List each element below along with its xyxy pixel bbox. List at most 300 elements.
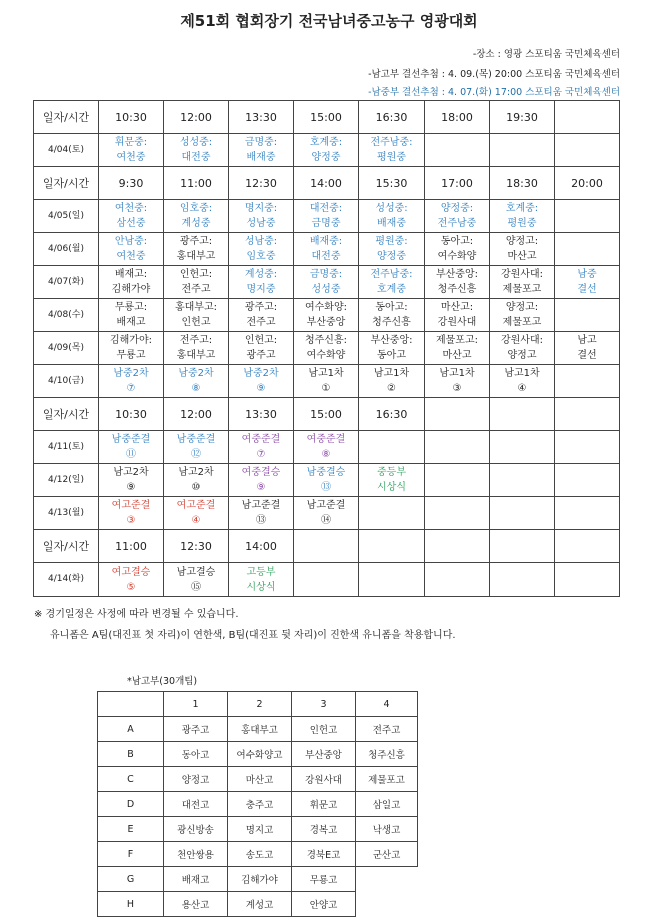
- match-cell: [164, 299, 229, 332]
- match-line-1: 배재중:: [309, 236, 343, 247]
- team-cell: 대전고: [164, 792, 228, 817]
- match-line-1: 중등부: [377, 467, 406, 478]
- match-line-1: 여수화양:: [304, 302, 347, 313]
- match-cell: [359, 497, 425, 530]
- time-slot: 18:00: [425, 101, 490, 134]
- match-line-1: 호계중:: [505, 203, 539, 214]
- match-line-2: ⑬: [256, 515, 266, 526]
- match-cell: [99, 563, 164, 597]
- time-slot: [490, 530, 555, 563]
- match-line-1: 여고준결: [176, 500, 216, 511]
- match-cell: [229, 365, 294, 398]
- match-line-1: 금명중:: [309, 269, 343, 280]
- time-slot: 13:30: [229, 101, 294, 134]
- match-line-1: 성성중:: [179, 137, 213, 148]
- team-cell: 광신방송: [164, 817, 228, 842]
- time-slot: 16:30: [359, 398, 425, 431]
- page-title: 제51회 협회장기 전국남녀중고농구 영광대회: [180, 12, 478, 30]
- team-group-row: [98, 717, 418, 742]
- match-cell: [359, 266, 425, 299]
- group-label: B: [98, 742, 164, 767]
- match-cell: [164, 365, 229, 398]
- match-line-2: ⑭: [321, 515, 331, 526]
- match-line-2: 배재고: [116, 317, 146, 328]
- match-cell: [294, 365, 359, 398]
- time-slot: 13:30: [229, 398, 294, 431]
- match-line-1: 제물포고:: [435, 335, 478, 346]
- match-cell: [425, 332, 490, 365]
- match-line-1: 김해가야:: [109, 335, 152, 346]
- match-line-1: 남고: [577, 335, 597, 346]
- match-line-1: 남중준결: [176, 434, 216, 445]
- team-group-row: [98, 742, 418, 767]
- match-cell: [359, 563, 425, 597]
- match-line-2: ③: [126, 515, 136, 526]
- match-line-2: ④: [191, 515, 201, 526]
- teams-table: [97, 691, 418, 917]
- match-line-1: 남고2차: [178, 467, 214, 478]
- match-line-2: 대전중: [181, 152, 211, 163]
- match-cell: [425, 431, 490, 464]
- match-line-2: 마산고: [507, 251, 537, 262]
- team-cell: 마산고: [228, 767, 292, 792]
- time-slot: 11:00: [99, 530, 164, 563]
- match-cell: [229, 464, 294, 497]
- match-line-1: 안남중:: [114, 236, 148, 247]
- match-cell: [425, 497, 490, 530]
- match-cell: [294, 134, 359, 167]
- match-cell: [99, 299, 164, 332]
- match-line-2: ⑫: [191, 449, 201, 460]
- time-header-row: [34, 167, 620, 200]
- team-cell: 삼일고: [356, 792, 418, 817]
- match-cell: [99, 233, 164, 266]
- match-cell: [99, 332, 164, 365]
- match-cell: [294, 497, 359, 530]
- team-cell: 용산고: [164, 892, 228, 917]
- match-line-1: 양정고:: [505, 236, 539, 247]
- time-slot: [425, 530, 490, 563]
- match-cell: [359, 464, 425, 497]
- match-line-2: ⑦: [256, 449, 266, 460]
- match-cell: [229, 332, 294, 365]
- match-cell: [555, 431, 620, 464]
- match-line-2: 금명중: [311, 218, 341, 229]
- match-line-2: 인헌고: [181, 317, 211, 328]
- match-cell: [294, 200, 359, 233]
- team-cell: [356, 867, 418, 892]
- group-col-header: 1: [164, 692, 228, 717]
- time-slot: [555, 530, 620, 563]
- date-cell: 4/09(목): [34, 332, 99, 365]
- match-line-2: 부산중앙: [306, 317, 346, 328]
- team-group-row: [98, 867, 418, 892]
- match-cell: [490, 563, 555, 597]
- match-cell: [99, 134, 164, 167]
- match-cell: [555, 464, 620, 497]
- match-line-1: 고등부: [246, 566, 276, 578]
- match-cell: [490, 233, 555, 266]
- date-cell: 4/10(금): [34, 365, 99, 398]
- match-line-2: 여천중: [116, 251, 146, 262]
- match-cell: [490, 431, 555, 464]
- match-line-2: 결선: [577, 350, 597, 361]
- match-line-1: 동아고:: [440, 236, 474, 247]
- match-cell: [359, 332, 425, 365]
- team-cell: 광주고: [164, 717, 228, 742]
- team-group-row: [98, 817, 418, 842]
- schedule-note: ※ 경기일정은 사정에 따라 변경될 수 있습니다.: [34, 609, 239, 620]
- team-cell: 명지고: [228, 817, 292, 842]
- match-line-1: 대전중:: [309, 203, 343, 214]
- team-cell: 부산중앙: [292, 742, 356, 767]
- group-label: G: [98, 867, 164, 892]
- match-line-2: 성남중: [246, 218, 276, 229]
- teams-header-row: [98, 692, 418, 717]
- time-header-row: [34, 398, 620, 431]
- team-cell: 청주신흥: [356, 742, 418, 767]
- time-slot: 12:30: [164, 530, 229, 563]
- time-slot: [425, 398, 490, 431]
- match-line-2: ⑮: [191, 581, 201, 593]
- match-cell: [555, 497, 620, 530]
- match-cell: [99, 365, 164, 398]
- date-cell: 4/06(월): [34, 233, 99, 266]
- match-line-1: 강원사대:: [500, 269, 543, 280]
- match-line-1: 임호중:: [179, 203, 213, 214]
- match-cell: [294, 233, 359, 266]
- match-cell: [229, 563, 294, 597]
- match-line-1: 남고준결: [306, 500, 346, 511]
- team-cell: 휘문고: [292, 792, 356, 817]
- team-group-row: [98, 792, 418, 817]
- time-slot: 14:00: [294, 167, 359, 200]
- group-col-header: 2: [228, 692, 292, 717]
- match-line-1: 평원중:: [375, 236, 408, 247]
- match-cell: [164, 200, 229, 233]
- match-cell: [425, 464, 490, 497]
- match-cell: [555, 563, 620, 597]
- team-cell: 배재고: [164, 867, 228, 892]
- match-cell: [555, 365, 620, 398]
- team-cell: 낙생고: [356, 817, 418, 842]
- match-line-1: 남중: [577, 269, 597, 280]
- day-row: [34, 200, 620, 233]
- header-label: 일자/시간: [34, 530, 99, 563]
- match-line-1: 남중2차: [178, 368, 214, 379]
- match-line-1: 배재고:: [114, 269, 148, 280]
- match-line-1: 마산고:: [440, 302, 474, 313]
- team-cell: 양정고: [164, 767, 228, 792]
- match-line-1: 성성중:: [375, 203, 408, 214]
- girls-draw-info: -남중부 결선추첨 : 4. 07.(화) 17:00 스포티움 국민체육센터: [368, 87, 620, 98]
- match-line-1: 여중준결: [306, 434, 346, 445]
- match-line-1: 남고준결: [241, 500, 281, 511]
- time-slot: 10:30: [99, 101, 164, 134]
- team-group-row: [98, 892, 418, 917]
- match-cell: [229, 431, 294, 464]
- match-cell: [490, 134, 555, 167]
- match-line-2: ⑧: [191, 383, 201, 394]
- time-slot: 11:00: [164, 167, 229, 200]
- team-cell: 무룡고: [292, 867, 356, 892]
- match-line-2: ⑩: [191, 482, 201, 493]
- match-line-1: 부산중앙:: [435, 269, 478, 280]
- match-line-1: 성남중:: [244, 236, 278, 247]
- match-line-1: 여중결승: [241, 467, 281, 478]
- boys-draw-info: -남고부 결선추첨 : 4. 09.(목) 20:00 스포티움 국민체육센터: [368, 69, 620, 80]
- match-cell: [164, 431, 229, 464]
- match-cell: [555, 134, 620, 167]
- match-line-1: 계성중:: [244, 269, 278, 280]
- match-line-1: 부산중앙:: [370, 335, 413, 346]
- match-cell: [490, 464, 555, 497]
- match-cell: [425, 134, 490, 167]
- match-line-2: 결선: [577, 284, 597, 295]
- match-cell: [164, 497, 229, 530]
- match-cell: [425, 233, 490, 266]
- match-cell: [294, 431, 359, 464]
- time-slot: 17:00: [425, 167, 490, 200]
- group-label: A: [98, 717, 164, 742]
- team-cell: 제물포고: [356, 767, 418, 792]
- match-line-1: 남고1차: [504, 368, 540, 379]
- match-cell: [229, 299, 294, 332]
- time-slot: 16:30: [359, 101, 425, 134]
- match-line-1: 동아고:: [375, 302, 408, 313]
- match-cell: [359, 299, 425, 332]
- match-cell: [425, 266, 490, 299]
- time-slot: 12:00: [164, 398, 229, 431]
- match-cell: [229, 497, 294, 530]
- match-line-1: 남중준결: [111, 434, 151, 445]
- match-line-2: 제물포고: [502, 317, 542, 328]
- match-line-2: 삼선중: [116, 218, 146, 229]
- match-line-2: 김해가야: [111, 284, 151, 295]
- match-line-1: 홍대부고:: [174, 302, 217, 313]
- match-line-2: 동아고: [377, 350, 406, 361]
- match-line-2: ⑬: [321, 482, 331, 493]
- match-line-1: 여중준결: [241, 434, 281, 445]
- match-cell: [294, 332, 359, 365]
- date-cell: 4/11(토): [34, 431, 99, 464]
- match-line-2: ⑨: [256, 383, 266, 394]
- time-slot: [555, 398, 620, 431]
- match-line-2: ⑨: [256, 482, 266, 493]
- group-label: H: [98, 892, 164, 917]
- schedule-table: [33, 100, 620, 597]
- match-cell: [490, 299, 555, 332]
- match-line-1: 남고2차: [113, 467, 149, 478]
- match-line-2: ③: [452, 383, 462, 394]
- match-line-2: 평원중: [507, 218, 537, 229]
- match-line-2: ⑧: [321, 449, 331, 460]
- match-line-2: 전주남중: [437, 218, 477, 229]
- match-cell: [164, 233, 229, 266]
- match-cell: [490, 266, 555, 299]
- match-line-1: 전주남중:: [370, 269, 413, 280]
- match-cell: [99, 266, 164, 299]
- match-line-2: ⑤: [126, 581, 136, 593]
- team-cell: 충주고: [228, 792, 292, 817]
- time-slot: [490, 398, 555, 431]
- time-slot: [359, 530, 425, 563]
- match-cell: [425, 299, 490, 332]
- match-cell: [425, 563, 490, 597]
- group-label: D: [98, 792, 164, 817]
- group-col-header: [98, 692, 164, 717]
- match-line-2: 시상식: [377, 482, 406, 493]
- match-cell: [294, 299, 359, 332]
- time-header-row: [34, 101, 620, 134]
- group-col-header: 4: [356, 692, 418, 717]
- match-line-2: 양정중: [377, 251, 406, 262]
- match-cell: [425, 200, 490, 233]
- match-cell: [490, 365, 555, 398]
- match-line-2: 성성중: [311, 284, 341, 295]
- team-cell: 천안쌍용: [164, 842, 228, 867]
- match-line-2: ⑨: [126, 482, 136, 493]
- date-cell: 4/05(일): [34, 200, 99, 233]
- match-cell: [555, 233, 620, 266]
- match-line-2: 제물포고: [502, 284, 542, 295]
- match-cell: [164, 332, 229, 365]
- date-cell: 4/14(화): [34, 563, 99, 597]
- team-cell: 군산고: [356, 842, 418, 867]
- team-cell: 경복고: [292, 817, 356, 842]
- match-line-1: 무룡고:: [114, 302, 148, 313]
- team-cell: 홍대부고: [228, 717, 292, 742]
- match-cell: [359, 233, 425, 266]
- team-cell: 인헌고: [292, 717, 356, 742]
- match-line-2: 광주고: [246, 350, 276, 361]
- match-cell: [555, 299, 620, 332]
- match-line-2: 홍대부고: [176, 251, 216, 262]
- match-cell: [99, 200, 164, 233]
- match-line-2: 대전중: [311, 251, 341, 262]
- match-cell: [359, 431, 425, 464]
- group-label: E: [98, 817, 164, 842]
- match-line-1: 여고준결: [111, 500, 151, 511]
- match-line-2: 여수화양: [306, 350, 346, 361]
- match-line-2: 계성중: [181, 218, 211, 229]
- match-line-1: 남고1차: [439, 368, 475, 379]
- match-line-1: 금명중:: [244, 137, 278, 148]
- time-slot: 20:00: [555, 167, 620, 200]
- team-cell: [356, 892, 418, 917]
- match-line-2: ②: [387, 383, 396, 394]
- team-group-row: [98, 842, 418, 867]
- match-line-1: 양정고:: [505, 302, 539, 313]
- match-line-1: 남중결승: [306, 467, 346, 478]
- match-line-1: 전주고:: [179, 335, 213, 346]
- match-line-1: 여고결승: [111, 566, 151, 578]
- time-slot: 9:30: [99, 167, 164, 200]
- match-line-2: 배재중: [377, 218, 406, 229]
- header-label: 일자/시간: [34, 398, 99, 431]
- match-line-1: 전주남중:: [370, 137, 413, 148]
- match-cell: [164, 134, 229, 167]
- match-cell: [229, 233, 294, 266]
- match-cell: [294, 563, 359, 597]
- team-cell: 안양고: [292, 892, 356, 917]
- match-cell: [229, 200, 294, 233]
- date-cell: 4/12(일): [34, 464, 99, 497]
- day-row: [34, 464, 620, 497]
- match-line-1: 호계중:: [309, 137, 343, 148]
- match-cell: [99, 431, 164, 464]
- match-line-2: 홍대부고: [176, 350, 216, 361]
- match-line-2: ⑪: [126, 449, 136, 460]
- match-line-1: 양정중:: [440, 203, 474, 214]
- day-row: [34, 365, 620, 398]
- match-cell: [425, 365, 490, 398]
- match-line-1: 남고1차: [308, 368, 344, 379]
- team-group-row: [98, 767, 418, 792]
- uniform-note: 유니폼은 A팀(대진표 첫 자리)이 연한색, B팀(대진표 뒷 자리)이 진한색 유니폼을 착용합니다.: [50, 630, 456, 641]
- time-slot: 15:30: [359, 167, 425, 200]
- time-slot: [294, 530, 359, 563]
- match-cell: [164, 266, 229, 299]
- match-line-2: 마산고: [442, 350, 472, 361]
- match-line-2: 호계중: [377, 284, 406, 295]
- team-cell: 경북E고: [292, 842, 356, 867]
- match-cell: [99, 464, 164, 497]
- time-slot: [555, 101, 620, 134]
- team-cell: 강원사대: [292, 767, 356, 792]
- time-slot: 18:30: [490, 167, 555, 200]
- group-label: C: [98, 767, 164, 792]
- match-cell: [555, 266, 620, 299]
- match-line-2: 여수화양: [437, 251, 477, 262]
- team-cell: 전주고: [356, 717, 418, 742]
- team-cell: 송도고: [228, 842, 292, 867]
- header-label: 일자/시간: [34, 101, 99, 134]
- day-row: [34, 134, 620, 167]
- venue-info: -장소 : 영광 스포티움 국민체육센터: [472, 49, 620, 60]
- match-line-1: 남고결승: [176, 566, 216, 578]
- match-cell: [555, 332, 620, 365]
- match-cell: [294, 266, 359, 299]
- date-cell: 4/07(화): [34, 266, 99, 299]
- time-slot: 15:00: [294, 398, 359, 431]
- match-line-1: 청주신흥:: [304, 335, 347, 346]
- match-cell: [490, 332, 555, 365]
- match-cell: [490, 497, 555, 530]
- day-row: [34, 431, 620, 464]
- match-line-2: 명지중: [246, 284, 276, 295]
- match-line-2: 여천중: [116, 152, 146, 163]
- group-col-header: 3: [292, 692, 356, 717]
- match-line-1: 남중2차: [113, 368, 149, 379]
- match-cell: [359, 365, 425, 398]
- match-cell: [490, 200, 555, 233]
- team-cell: 여수화양고: [228, 742, 292, 767]
- day-row: [34, 332, 620, 365]
- team-cell: 계성고: [228, 892, 292, 917]
- match-line-2: 청주신흥: [372, 317, 411, 328]
- time-slot: 14:00: [229, 530, 294, 563]
- match-line-1: 남고1차: [373, 368, 410, 379]
- match-line-2: 전주고: [246, 317, 276, 328]
- match-line-1: 휘문중:: [114, 137, 148, 148]
- match-line-2: 청주신흥: [437, 284, 477, 295]
- match-line-2: ①: [321, 383, 331, 394]
- match-line-2: 무룡고: [116, 350, 146, 361]
- match-line-2: 배재중: [246, 152, 276, 163]
- match-cell: [99, 497, 164, 530]
- time-slot: 12:30: [229, 167, 294, 200]
